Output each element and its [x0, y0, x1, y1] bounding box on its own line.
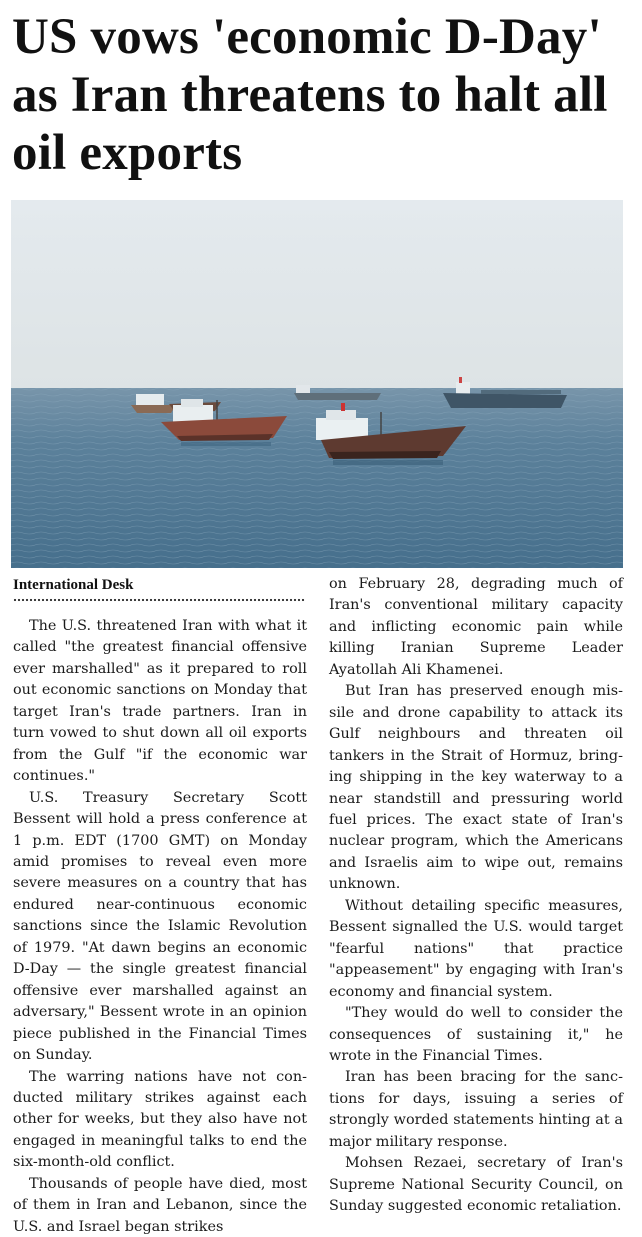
paragraph: "They would do well to consider the consequences of sustaining it," he wrote in the Financial Times. [329, 1005, 623, 1064]
headline: US vows 'economic D-Day' as Iran threatens to halt all oil exports [12, 9, 608, 181]
paragraph: Without detailing specific measures, Bessent signalled the U.S. would target "fearful nations" that practice "appeasement" by engaging with Iran's economy and financial system. [329, 897, 623, 1000]
sky [11, 200, 623, 390]
paragraph: Mohsen Rezaei, secretary of Iran's Supreme National Security Council, on Sunday suggested economic retaliation. [329, 1155, 623, 1215]
dotted-divider [13, 598, 305, 602]
paragraph: Iran has been bracing for the sanctions for days, issuing a series of strongly worded statements hinting at a major military response. [329, 1069, 623, 1150]
paragraph: But Iran has preserved enough missile and drone capability to attack its Gulf neighbours and threaten oil tankers in the Strait of Hormuz, bringing shipping in the key waterway to a near standstill and pressuring world fuel prices. The exact state of Iran's nuclear program, which the Americans and Israelis aim to wipe out, remains unknown. [329, 683, 623, 893]
news-photo-ships-at-sea [11, 200, 623, 568]
paragraph: U.S. Treasury Secretary Scott Bessent will hold a press conference at 1 p.m. EDT (1700 GMT) on Monday amid promises to reveal even more severe measures on a country that has endured near-continuous economic sanctions since the Islamic Revolution of 1979. "At dawn begins an economic D-Day — the single greatest financial offensive ever marshalled against an adversary," Bessent wrote in an opinion piece published in the Financial Times on Sunday. [13, 789, 307, 1064]
paragraph: The warring nations have not conducted military strikes against each other for weeks, but they also have not engaged in meaningful talks to end the six-month-old conflict. [13, 1068, 307, 1171]
paragraph-continued: on February 28, degrading much of Iran's conventional military capacity and inflicting economic pain while killing Iranian Supreme Leader Ayatollah Ali Khamenei. [329, 576, 623, 678]
byline: International Desk [13, 577, 134, 593]
article-column-1 [13, 616, 307, 1237]
article-column-2 [329, 574, 623, 1218]
paragraph: Thousands of people have died, most of them in Iran and Lebanon, since the U.S. and Israel began strikes [13, 1175, 307, 1235]
paragraph: The U.S. threatened Iran with what it called "the greatest financial offensive ever marshalled" as it prepared to roll out economic sanctions on Monday that target Iran's trade partners. Iran in turn vowed to shut down all oil exports from the Gulf "if the economic war continues." [13, 618, 307, 785]
